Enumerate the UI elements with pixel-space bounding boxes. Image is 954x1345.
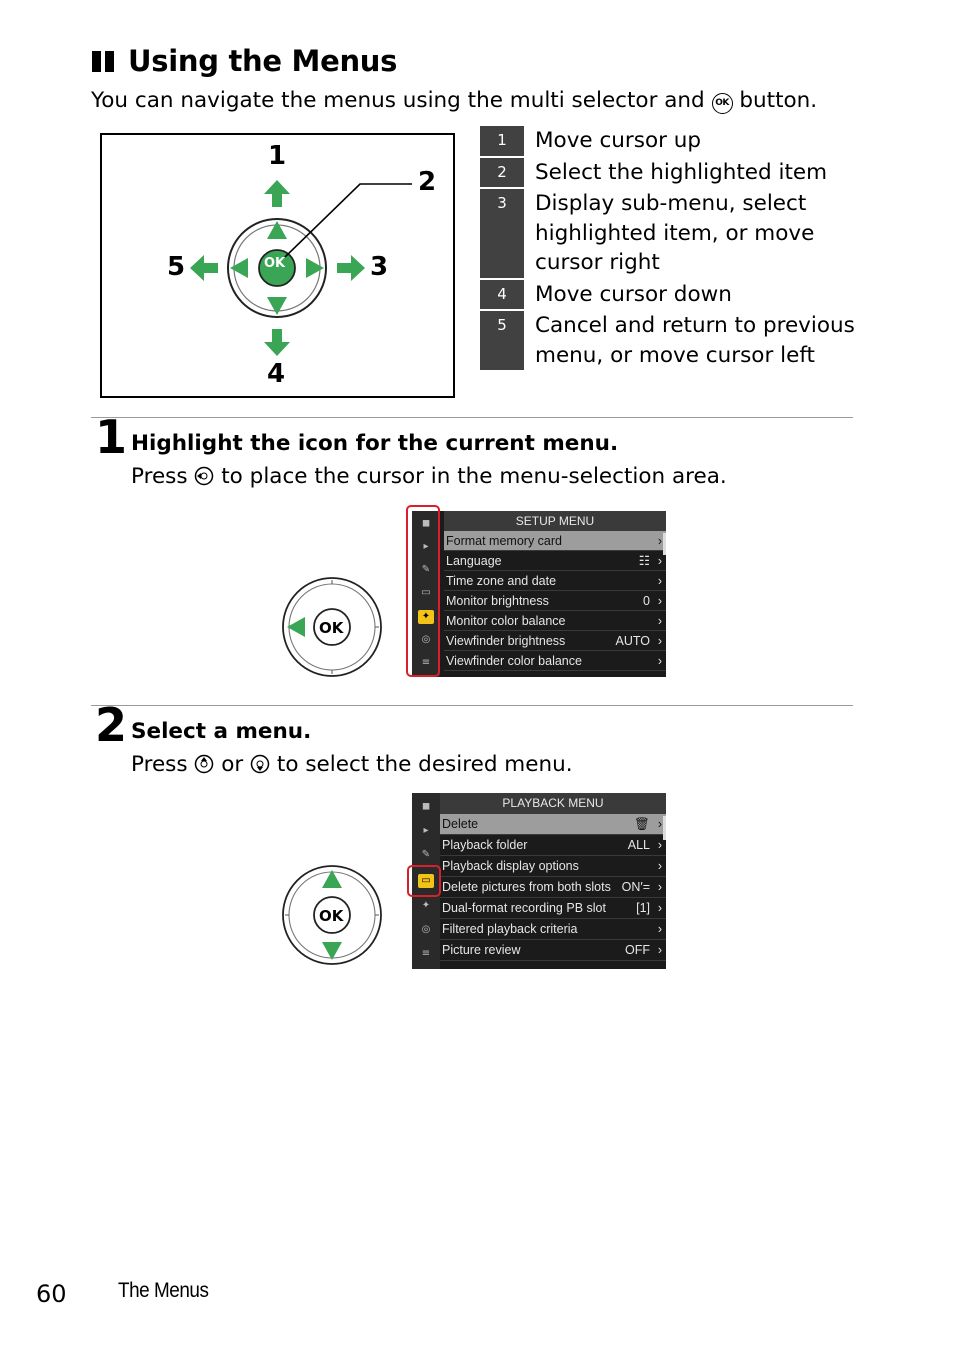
legend-text: Cancel and return to previous menu, or move cursor left	[535, 313, 855, 368]
legend-text: Select the highlighted item	[535, 159, 828, 185]
diagram-label-2: 2	[418, 167, 437, 197]
camera-icon[interactable]: ◼	[421, 801, 431, 812]
legend-number: 5	[480, 311, 524, 370]
section-title: Using the Menus	[92, 44, 397, 78]
multi-selector-left-icon	[194, 466, 214, 486]
step-body: Press to place the cursor in the menu-selection area.	[131, 464, 727, 489]
ok-label: OK	[264, 256, 286, 271]
menu-title: SETUP MENU	[444, 511, 666, 531]
ok-button-icon: OK	[712, 93, 733, 114]
highlight-frame	[407, 865, 441, 897]
pencil-icon[interactable]: ✎	[421, 564, 431, 575]
menu-item[interactable]: Language ☷ ›	[444, 551, 666, 571]
diagram-label-4: 4	[267, 359, 286, 389]
multi-selector-up-down-press	[280, 863, 384, 967]
section-marker-icon	[105, 51, 114, 72]
ok-label: OK	[319, 907, 344, 925]
step-number: 1	[95, 410, 128, 464]
step-number: 2	[95, 698, 128, 752]
menu-item[interactable]: Filtered playback criteria ›	[440, 919, 666, 940]
multi-selector-down-icon	[250, 754, 270, 774]
legend-row	[480, 311, 880, 370]
legend-row	[480, 126, 880, 156]
divider	[91, 705, 853, 706]
menu-item[interactable]: Viewfinder brightness AUTO ›	[444, 631, 666, 651]
multi-selector-left-press	[280, 575, 384, 679]
highlight-frame	[406, 505, 440, 677]
step-heading: Select a menu.	[131, 719, 312, 744]
pencil-icon[interactable]: ✎	[421, 849, 431, 860]
menu-item[interactable]: Delete 🗑 ›	[440, 814, 666, 835]
legend-number: 2	[480, 158, 524, 188]
playback-icon[interactable]: ▭	[421, 587, 431, 598]
legend-text: Move cursor down	[535, 281, 732, 307]
retouch-icon[interactable]: ◎	[421, 634, 431, 645]
menu-item[interactable]: Time zone and date ›	[444, 571, 666, 591]
ok-label: OK	[319, 619, 344, 637]
diagram-label-3: 3	[370, 252, 389, 282]
intro-text: You can navigate the menus using the multi selector and OK button.	[91, 88, 818, 113]
menu-item[interactable]: Format memory card ›	[444, 531, 666, 551]
menu-item[interactable]: Delete pictures from both slots ON′= ›	[440, 877, 666, 898]
camera-icon[interactable]: ◼	[421, 518, 431, 529]
legend-table	[480, 126, 880, 370]
movie-icon[interactable]: ▸	[423, 825, 429, 836]
wrench-icon[interactable]: ✦	[421, 900, 431, 911]
menu-item[interactable]: Playback folder ALL ›	[440, 835, 666, 856]
playback-menu-screen	[412, 793, 666, 969]
menu-item[interactable]: Monitor brightness 0 ›	[444, 591, 666, 611]
multi-selector-up-icon	[194, 754, 214, 774]
scrollbar[interactable]	[663, 533, 666, 555]
my-menu-icon[interactable]: ≡	[421, 657, 431, 668]
legend-number: 3	[480, 189, 524, 278]
menu-item[interactable]: Dual-format recording PB slot [1] ›	[440, 898, 666, 919]
step-heading: Highlight the icon for the current menu.	[131, 431, 619, 456]
menu-item[interactable]: Picture review OFF ›	[440, 940, 666, 961]
wrench-icon[interactable]: ✦	[418, 610, 434, 624]
legend-number: 1	[480, 126, 524, 156]
legend-row	[480, 280, 880, 310]
legend-text: Move cursor up	[535, 128, 702, 153]
legend-number: 4	[480, 280, 524, 310]
menu-item[interactable]: Playback display options ›	[440, 856, 666, 877]
scrollbar[interactable]	[663, 816, 666, 840]
playback-icon[interactable]: ▭	[418, 874, 434, 888]
step-body: Press or to select the desired menu.	[131, 752, 573, 777]
movie-icon[interactable]: ▸	[423, 541, 429, 552]
setup-menu-screen	[412, 511, 666, 677]
menu-item[interactable]: Monitor color balance ›	[444, 611, 666, 631]
diagram-label-5: 5	[167, 252, 186, 282]
multi-selector-diagram	[100, 133, 455, 398]
retouch-icon[interactable]: ◎	[421, 924, 431, 935]
menu-title: PLAYBACK MENU	[440, 793, 666, 814]
menu-item[interactable]: Viewfinder color balance ›	[444, 651, 666, 671]
divider	[91, 417, 853, 418]
legend-row	[480, 189, 880, 278]
legend-row	[480, 158, 880, 188]
legend-text: Display sub-menu, select highlighted item, or move cursor right	[535, 191, 815, 275]
my-menu-icon[interactable]: ≡	[421, 948, 431, 959]
page-number: 60	[36, 1280, 67, 1308]
section-marker-icon	[92, 51, 101, 72]
chapter-name: The Menus	[118, 1279, 209, 1302]
diagram-label-1: 1	[268, 141, 287, 171]
